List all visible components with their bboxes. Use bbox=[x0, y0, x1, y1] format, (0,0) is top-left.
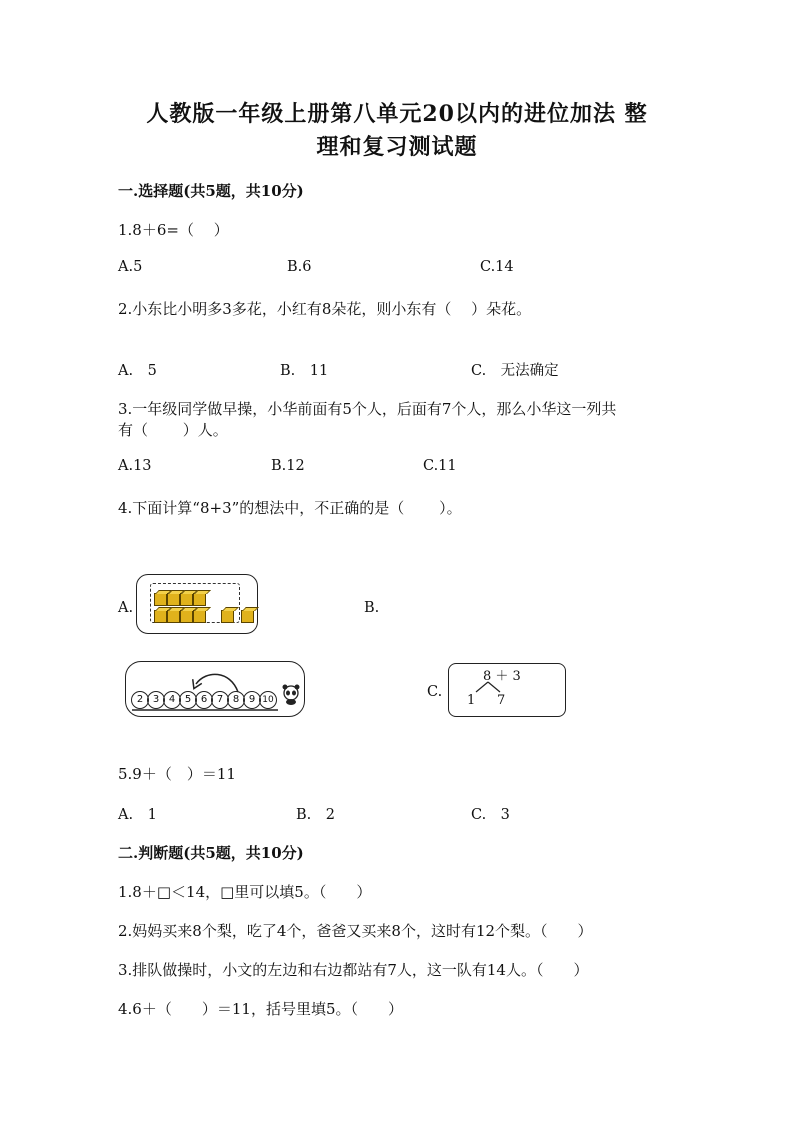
q4-option-b-label[interactable]: B. bbox=[364, 600, 380, 616]
decompose-right-part: 7 bbox=[497, 693, 506, 708]
q1-option-c[interactable]: C.14 bbox=[480, 259, 514, 275]
q5-option-c[interactable]: C. 3 bbox=[471, 807, 510, 823]
cube-icon bbox=[167, 593, 180, 606]
judge-item-2: 2.妈妈买来8个梨，吃了4个，爸爸又买来8个，这时有12个梨。（ ） bbox=[118, 922, 593, 940]
q3-option-b[interactable]: B.12 bbox=[271, 458, 305, 474]
cube-icon bbox=[154, 593, 167, 606]
section1-heading: 一.选择题(共5题，共10分) bbox=[118, 182, 304, 200]
q2-option-c[interactable]: C. 无法确定 bbox=[471, 363, 559, 379]
cube-icon bbox=[193, 593, 206, 606]
q1-option-a[interactable]: A.5 bbox=[118, 259, 143, 275]
cube-icon bbox=[180, 610, 193, 623]
judge-item-3: 3.排队做操时，小文的左边和右边都站有7人，这一队有14人。（ ） bbox=[118, 961, 589, 979]
q1-option-b[interactable]: B.6 bbox=[287, 259, 312, 275]
number-ball: 4 bbox=[163, 691, 181, 709]
decompose-branch-icon bbox=[449, 664, 565, 716]
number-ball: 7 bbox=[211, 691, 229, 709]
question-2: 2.小东比小明多3多花，小红有8朵花，则小东有（ ）朵花。 bbox=[118, 300, 532, 318]
cube-icon bbox=[154, 610, 167, 623]
q3-option-c[interactable]: C.11 bbox=[423, 458, 457, 474]
q2-option-b[interactable]: B. 11 bbox=[280, 363, 329, 379]
question-3-line2: 有（ ）人。 bbox=[118, 421, 228, 439]
cube-icon bbox=[221, 610, 234, 623]
q4-option-c-label[interactable]: C. bbox=[427, 684, 443, 700]
judge-item-1: 1.8＋□＜14，□里可以填5。（ ） bbox=[118, 883, 372, 901]
q4-option-a-label[interactable]: A. bbox=[118, 600, 134, 616]
page-title-line2: 理和复习测试题 bbox=[316, 134, 478, 160]
judge-item-4: 4.6＋（ ）＝11，括号里填5。（ ） bbox=[118, 1000, 403, 1018]
q4-option-a-cubes-image bbox=[136, 574, 258, 634]
number-ball: 6 bbox=[195, 691, 213, 709]
cube-icon bbox=[180, 593, 193, 606]
cube-icon bbox=[193, 610, 206, 623]
number-ball: 2 bbox=[131, 691, 149, 709]
q5-option-b[interactable]: B. 2 bbox=[296, 807, 335, 823]
number-ball: 10 bbox=[259, 691, 277, 709]
question-1: 1.8＋6=（ ） bbox=[118, 221, 229, 239]
section2-heading: 二.判断题(共5题，共10分) bbox=[118, 844, 304, 862]
number-ball: 5 bbox=[179, 691, 197, 709]
q3-option-a[interactable]: A.13 bbox=[118, 458, 152, 474]
cube-icon bbox=[167, 610, 180, 623]
question-5: 5.9＋（ ）＝11 bbox=[118, 765, 236, 783]
q4-option-b-number-line-image bbox=[125, 661, 305, 717]
number-ball: 8 bbox=[227, 691, 245, 709]
q5-option-a[interactable]: A. 1 bbox=[118, 807, 157, 823]
q4-option-c-decompose-image bbox=[448, 663, 566, 717]
panda-icon bbox=[281, 684, 301, 706]
question-3-line1: 3.一年级同学做早操，小华前面有5个人，后面有7个人，那么小华这一列共 bbox=[118, 400, 617, 418]
cube-icon bbox=[241, 610, 254, 623]
number-ball: 3 bbox=[147, 691, 165, 709]
decompose-expression: 8 ＋ 3 bbox=[483, 669, 521, 684]
question-4: 4.下面计算“8+3”的想法中，不正确的是（ ）。 bbox=[118, 499, 462, 517]
page-title-line1: 人教版一年级上册第八单元20以内的进位加法 整 bbox=[146, 101, 648, 127]
number-ball: 9 bbox=[243, 691, 261, 709]
decompose-left-part: 1 bbox=[467, 693, 476, 708]
q2-option-a[interactable]: A. 5 bbox=[118, 363, 157, 379]
